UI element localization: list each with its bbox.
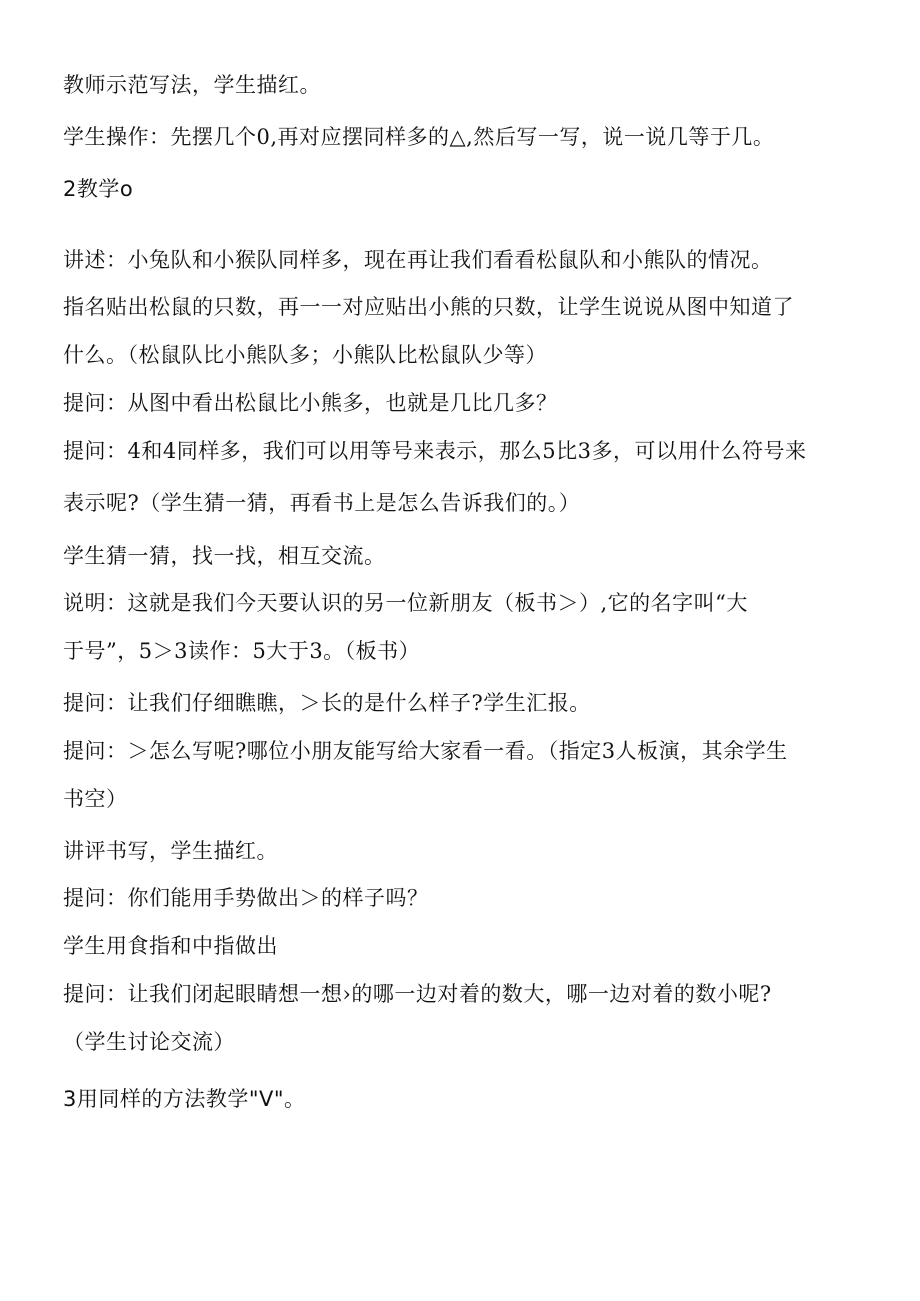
paragraph-line-7: 提问：从图中看出松鼠比小熊多，也就是几比几多？ <box>63 391 558 415</box>
paragraph-line-5: 指名贴出松鼠的只数，再一一对应贴出小熊的只数，让学生说说从图中知道了 <box>63 295 794 319</box>
paragraph-line-4: 讲述：小兔队和小猴队同样多，现在再让我们看看松鼠队和小熊队的情况。 <box>63 248 773 272</box>
paragraph-line-20: （学生讨论交流） <box>63 1030 235 1054</box>
paragraph-line-17: 提问：你们能用手势做出＞的样子吗？ <box>63 886 429 910</box>
paragraph-line-15: 书空） <box>63 787 128 811</box>
paragraph-line-11: 说明：这就是我们今天要认识的另一位新朋友（板书＞）,它的名字叫“大 <box>63 591 748 615</box>
paragraph-line-9: 表示呢?（学生猜一猜，再看书上是怎么告诉我们的。） <box>63 491 581 515</box>
paragraph-line-19: 提问：让我们闭起眼睛想一想›的哪一边对着的数大，哪一边对着的数小呢? <box>63 982 772 1006</box>
paragraph-line-8: 提问：4和4同样多，我们可以用等号来表示，那么5比3多，可以用什么符号来 <box>63 439 807 463</box>
paragraph-line-6: 什么。（松鼠队比小熊队多；小熊队比松鼠队少等） <box>63 343 547 367</box>
paragraph-line-2: 学生操作：先摆几个0,再对应摆同样多的△,然后写一写，说一说几等于几。 <box>63 125 775 149</box>
section-heading-2: 2教学o <box>63 177 134 201</box>
paragraph-line-16: 讲评书写，学生描红。 <box>63 839 278 863</box>
paragraph-line-10: 学生猜一猜，找一找，相互交流。 <box>63 544 386 568</box>
paragraph-line-14: 提问：＞怎么写呢?哪位小朋友能写给大家看一看。（指定3人板演，其余学生 <box>63 739 788 763</box>
paragraph-line-13: 提问：让我们仔细瞧瞧，＞长的是什么样子?学生汇报。 <box>63 691 591 715</box>
paragraph-line-12: 于号”，5＞3读作：5大于3。（板书） <box>63 639 421 663</box>
paragraph-line-1: 教师示范写法，学生描红。 <box>63 73 321 97</box>
paragraph-line-18: 学生用食指和中指做出 <box>63 934 278 958</box>
section-heading-3: 3用同样的方法教学"V"。 <box>63 1087 306 1111</box>
